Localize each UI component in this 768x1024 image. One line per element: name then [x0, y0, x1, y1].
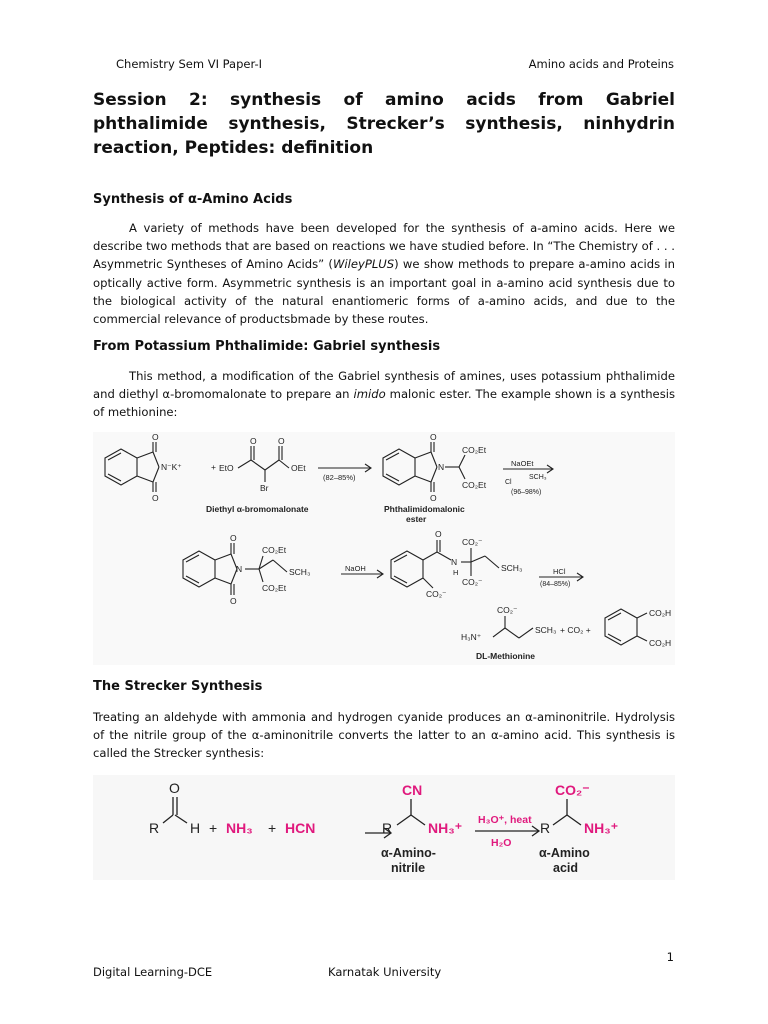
carboxylate-group: CO₂⁻	[555, 782, 590, 798]
reagent-label: NaOEt	[511, 459, 534, 468]
atom-label: CO₂⁻	[497, 605, 518, 615]
atom-label: O	[278, 436, 285, 446]
atom-label: N	[438, 462, 445, 472]
atom-label: SCH₃	[501, 563, 523, 573]
paragraph-text: ) we show methods to prepare a-amino acids in optically active form. Asymmetric synthesis is an important goal in a-amino acid synthesis due to the biological activity of the natural enantiomeric forms of a-amino acids, and due to the commercial relevance of productsbmade by these routes.	[93, 257, 675, 327]
atom-label: O	[435, 529, 442, 539]
compound-caption: acid	[553, 861, 579, 875]
atom-label: R	[540, 820, 551, 836]
footer-left: Digital Learning-DCE	[93, 965, 213, 979]
atom-label: H₃N⁺	[461, 632, 482, 642]
atom-label: CO₂Et	[462, 445, 487, 455]
footer-center: Karnatak University	[328, 965, 442, 979]
paragraph-emphasis: imido	[353, 387, 386, 402]
gabriel-scheme-figure	[93, 432, 675, 665]
compound-caption: DL-Methionine	[476, 651, 536, 661]
reagent-label: Cl	[505, 479, 512, 486]
compound-caption: α-Amino-	[381, 846, 436, 860]
reagent-label: SCH₃	[529, 474, 547, 481]
section-heading-gabriel: From Potassium Phthalimide: Gabriel synthesis	[93, 339, 441, 354]
atom-label: OEt	[291, 463, 306, 473]
atom-label: O	[430, 432, 437, 442]
strecker-scheme-figure	[93, 775, 675, 880]
atom-label: H	[453, 568, 459, 577]
ammonium-group: NH₃⁺	[584, 820, 619, 836]
reagent-label: H₃O⁺, heat	[478, 814, 532, 826]
page-number: 1	[666, 950, 674, 964]
paragraph-text: malonic ester. The example shown is a synthesis of methionine:	[93, 387, 675, 420]
scheme-captions	[206, 504, 535, 661]
reagent-label: H₂O	[491, 837, 512, 849]
atom-label: Br	[260, 483, 269, 493]
plus-sign: +	[268, 820, 277, 836]
plus-sign: +	[211, 462, 216, 472]
ammonium-group: NH₃⁺	[428, 820, 463, 836]
paragraph-text: A variety of methods have been developed for the synthesis of a-amino acids. Here we describe two methods that are based on reactions we have studied before. In “The Chemistry of . . . Asymmetric Syntheses of Amino Acids” (	[93, 221, 675, 272]
compound-caption: ester	[406, 514, 427, 524]
atom-label: O	[250, 436, 257, 446]
condition-label: (96–98%)	[511, 489, 542, 496]
scheme-labels	[152, 432, 671, 648]
header-left: Chemistry Sem VI Paper-I	[116, 57, 263, 71]
atom-label: CO₂Et	[262, 583, 287, 593]
atom-label: EtO	[219, 463, 234, 473]
compound-caption: α-Amino	[539, 846, 590, 860]
atom-label: O	[230, 533, 237, 543]
header-right: Amino acids and Proteins	[528, 57, 674, 71]
reagent-label: NaOH	[345, 564, 366, 573]
scheme-bonds	[105, 442, 647, 645]
atom-label: CO₂⁻	[462, 577, 483, 587]
atom-label: R	[149, 820, 160, 836]
compound-caption: nitrile	[391, 861, 426, 875]
atom-label: N	[236, 564, 243, 574]
atom-label: O	[230, 596, 237, 606]
atom-label: SCH₃	[289, 567, 311, 577]
atom-label: N	[451, 557, 458, 567]
compound-caption: Phthalimidomalonic	[384, 504, 465, 514]
atom-label: CO₂Et	[262, 545, 287, 555]
paragraph-text: This method, a modification of the Gabriel synthesis of amines, uses potassium phthalimide and diethyl α-bromomalonate to prepare an	[93, 369, 675, 402]
paragraph-emphasis: WileyPLUS	[332, 257, 395, 272]
atom-label: O	[152, 432, 159, 442]
condition-label: (82–85%)	[323, 473, 356, 482]
page-title: Session 2: synthesis of amino acids from Gabriel phthalimide synthesis, Strecker’s synthesis, ninhydrin reaction, Peptides: definition	[93, 90, 675, 158]
atom-label: O	[152, 493, 159, 503]
operator-label: + CO₂ +	[560, 625, 591, 635]
scheme-captions	[381, 846, 590, 875]
condition-label: (84–85%)	[540, 581, 571, 588]
atom-label: CO₂Et	[462, 480, 487, 490]
reagent-ammonia: NH₃	[226, 820, 253, 836]
atom-label: SCH₃	[535, 625, 557, 635]
section-heading-synthesis: Synthesis of α-Amino Acids	[93, 192, 293, 207]
section-heading-strecker: The Strecker Synthesis	[93, 679, 263, 694]
paragraph-gabriel	[93, 367, 675, 422]
paragraph-intro	[93, 219, 675, 328]
reagent-hcn: HCN	[285, 820, 316, 836]
atom-label: O	[169, 780, 180, 796]
nitrile-group: CN	[402, 782, 423, 798]
atom-label: N⁻K⁺	[161, 462, 182, 472]
atom-label: R	[382, 820, 393, 836]
atom-label: O	[430, 493, 437, 503]
atom-label: CO₂⁻	[426, 589, 447, 599]
plus-sign: +	[209, 820, 218, 836]
scheme-labels	[149, 780, 618, 849]
atom-label: H	[190, 820, 201, 836]
compound-caption: Diethyl α-bromomalonate	[206, 504, 309, 514]
atom-label: CO₂H	[649, 638, 672, 648]
paragraph-strecker: Treating an aldehyde with ammonia and hydrogen cyanide produces an α-aminonitrile. Hydrolysis of the nitrile group of the α-aminonitrile converts the latter to an α-amino acid. This synthesis is called the Strecker synthesis:	[93, 710, 675, 761]
atom-label: CO₂⁻	[462, 537, 483, 547]
atom-label: CO₂H	[649, 608, 672, 618]
reagent-label: HCl	[553, 567, 566, 576]
